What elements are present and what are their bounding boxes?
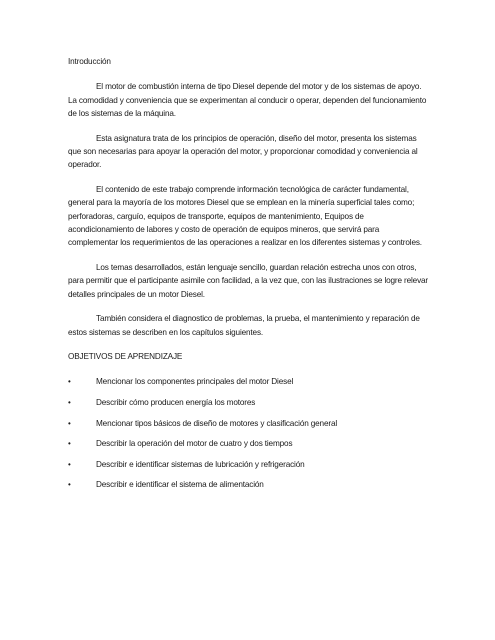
objective-text: Describir la operación del motor de cuatro y dos tiempos <box>96 439 293 449</box>
objective-text: Describir cómo producen energía los motores <box>96 397 256 407</box>
list-item <box>68 478 430 491</box>
list-item <box>68 437 430 450</box>
objective-text: Describir e identificar sistemas de lubricación y refrigeración <box>96 459 305 469</box>
bullet-icon: • <box>68 480 71 490</box>
bullet-icon: • <box>68 377 71 387</box>
paragraph-1: El motor de combustión interna de tipo Diesel depende del motor y de los sistemas de apoyo. La comodidad y conveniencia que se experimentan al conducir o operar, dependen del funcionamiento de los sistemas de la máquina. <box>68 82 427 119</box>
list-item <box>68 396 430 409</box>
list-item <box>68 458 430 471</box>
list-item <box>68 375 430 388</box>
paragraph-4: Los temas desarrollados, están lenguaje sencillo, guardan relación estrecha unos con otros, para permitir que el participante asimile con facilidad, a la vez que, con las ilustraciones se logre relevar detalles principales de un motor Diesel. <box>68 262 429 299</box>
objectives-list <box>68 375 430 491</box>
bullet-icon: • <box>68 397 71 407</box>
document-title: Introducción <box>68 57 111 66</box>
objective-text: Describir e identificar el sistema de alimentación <box>96 480 264 490</box>
paragraph-2: Esta asignatura trata de los principios de operación, diseño del motor, presenta los sistemas que son necesarias para apoyar la operación del motor, y proporcionar comodidad y conveniencia al operador. <box>68 133 418 170</box>
objective-text: Mencionar los componentes principales del motor Diesel <box>96 377 294 387</box>
paragraph-5: También considera el diagnostico de problemas, la prueba, el mantenimiento y reparación de estos sistemas se describen en los capítulos siguientes. <box>68 314 420 337</box>
bullet-icon: • <box>68 459 71 469</box>
objective-text: Mencionar tipos básicos de diseño de motores y clasificación general <box>96 418 338 428</box>
bullet-icon: • <box>68 439 71 449</box>
objectives-heading: OBJETIVOS DE APRENDIZAJE <box>68 351 183 361</box>
list-item <box>68 417 430 430</box>
paragraph-3: El contenido de este trabajo comprende información tecnológica de carácter fundamental, general para la mayoría de los motores Diesel que se emplean en la minería superficial tales como; perforadoras, carguío, equipos de transporte, equipos de mantenimiento, Equipos de acondicionamiento de labores y costo de operación de equipos mineros, que servirá para complementar los requerimientos de las operaciones a realizar en los diferentes sistemas y controles. <box>68 184 422 248</box>
bullet-icon: • <box>68 418 71 428</box>
document-page <box>68 55 430 499</box>
